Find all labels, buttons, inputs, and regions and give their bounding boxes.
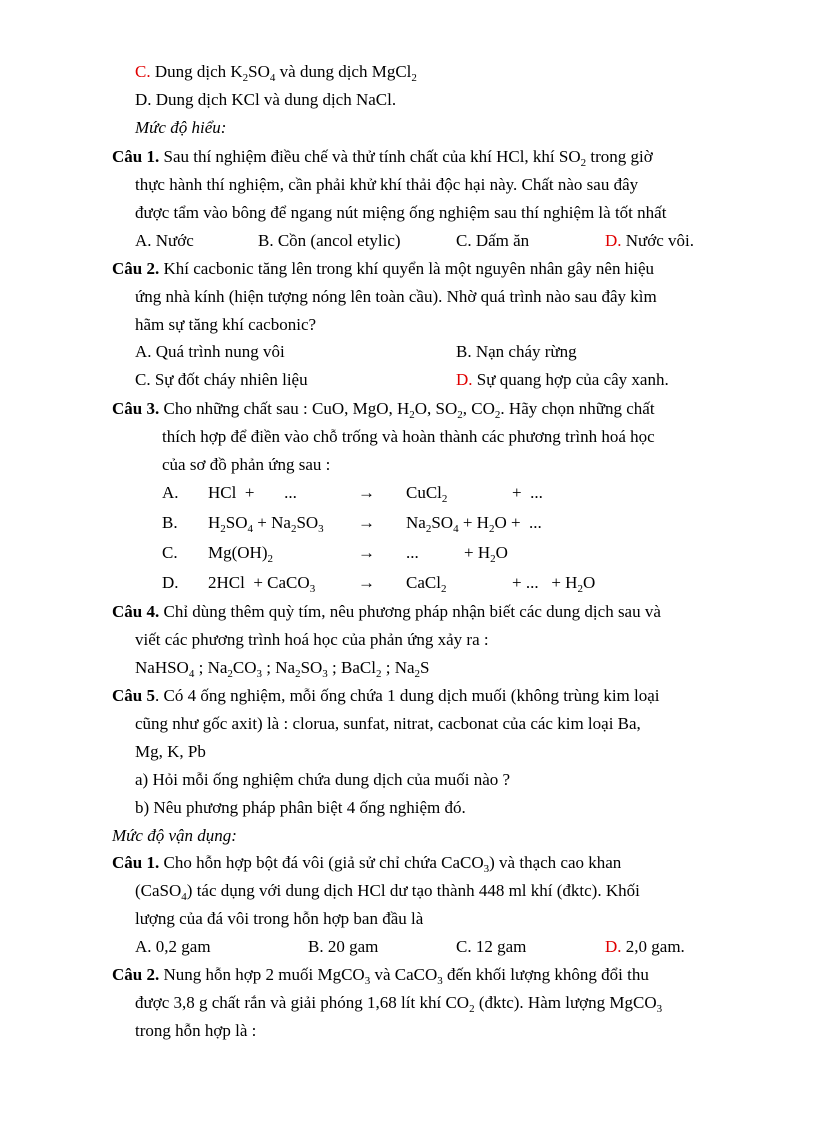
u5-line2: cũng như gốc axit) là : clorua, sunfat, nitrat, cacbonat của các kim loại Ba, xyxy=(135,714,641,733)
u5-part-b: b) Nêu phương pháp phân biệt 4 ống nghiệm đó. xyxy=(135,798,466,817)
eq-rhs: CuCl$_2$ xyxy=(406,483,448,505)
eq-lhs: 2HCl + CaCO$_3$ xyxy=(208,573,316,595)
u3-line1: Câu 3. Cho những chất sau : CuO, MgO, $H_2O$, $SO_2$, $CO_2$. Hãy chọn những chất xyxy=(112,399,655,421)
u1-option-a: A. Nước xyxy=(135,231,194,250)
v1-option-c: C. 12 gam xyxy=(456,937,527,956)
u1-line1: Câu 1. Sau thí nghiệm điều chế và thử tính chất của khí HCl, khí $SO_2$ trong giờ xyxy=(112,147,653,169)
u2-line3: hãm sự tăng khí cacbonic? xyxy=(135,315,317,334)
level-understand-heading: Mức độ hiểu: xyxy=(135,118,227,137)
u3-line3: của sơ đồ phản ứng sau : xyxy=(162,455,331,474)
option-c-line xyxy=(135,62,417,82)
v1-option-a: A. 0,2 gam xyxy=(135,937,211,956)
u2-line1: Câu 2. Khí cacbonic tăng lên trong khí quyển là một nguyên nhân gây nên hiệu xyxy=(112,259,654,278)
u3-label: Câu 3. xyxy=(112,399,160,418)
u2-line2: ứng nhà kính (hiện tượng nóng lên toàn cầu). Nhờ quá trình nào sau đây kìm xyxy=(135,287,657,306)
eq-rhs-extra: + ... + $H_2O$ xyxy=(512,573,596,595)
eq-arrow: → xyxy=(358,483,375,502)
eq-rhs: $Na_2SO_4 + H_2O$ + ... xyxy=(406,513,542,535)
u5-line1: Câu 5. Có 4 ống nghiệm, mỗi ống chứa 1 dung dịch muối (không trùng kim loại xyxy=(112,686,660,705)
eq-lhs: $H_2SO_4 + Na_2SO_3$ xyxy=(208,513,324,535)
u5-part-a: a) Hỏi mỗi ống nghiệm chứa dung dịch của muối nào ? xyxy=(135,770,511,789)
u1-option-d: D. Nước vôi. xyxy=(605,231,695,250)
v1-option-d: D. 2,0 gam. xyxy=(605,937,685,956)
u5-label: Câu 5 xyxy=(112,686,155,705)
eq-letter: A. xyxy=(162,483,179,502)
eq-letter: D. xyxy=(162,573,179,592)
eq-letter: C. xyxy=(162,543,178,562)
eq-rhs: CaCl$_2$ xyxy=(406,573,447,595)
eq-letter: B. xyxy=(162,513,178,532)
u4-line3: NaHSO$_4$ ; $Na_2CO_3$ ; $Na_2SO_3$ ; BaCl$_2$ ; $Na_2S$ xyxy=(135,658,430,680)
u2-label: Câu 2. xyxy=(112,259,160,278)
level-apply-heading: Mức độ vận dụng: xyxy=(112,826,237,845)
eq-arrow: → xyxy=(358,573,375,592)
option-c-text: Dung dịch $K_2SO_4$ và dung dịch MgCl$_2$ xyxy=(154,62,417,84)
eq-lhs: HCl + ... xyxy=(208,483,297,502)
eq-arrow: → xyxy=(358,513,375,532)
v1-line3: lượng của đá vôi trong hỗn hợp ban đầu là xyxy=(135,909,424,928)
u4-label: Câu 4. xyxy=(112,602,160,621)
eq-rhs: ... xyxy=(406,543,419,562)
u2-option-b: B. Nạn cháy rừng xyxy=(456,342,577,361)
u2-option-a: A. Quá trình nung vôi xyxy=(135,342,285,361)
u2-option-d: D. Sự quang hợp của cây xanh. xyxy=(456,370,669,389)
v1-option-b: B. 20 gam xyxy=(308,937,379,956)
eq-rhs-extra: + ... xyxy=(512,483,543,502)
u1-line3: được tẩm vào bông để ngang nút miệng ống nghiệm sau thí nghiệm là tốt nhất xyxy=(135,203,667,222)
u1-label: Câu 1. xyxy=(112,147,160,166)
u1-option-c: C. Dấm ăn xyxy=(456,231,530,250)
v1-label: Câu 1. xyxy=(112,853,160,872)
u5-line3: Mg, K, Pb xyxy=(135,742,206,761)
u3-line2: thích hợp để điền vào chỗ trống và hoàn thành các phương trình hoá học xyxy=(162,427,655,446)
u1-option-b: B. Cồn (ancol etylic) xyxy=(258,231,401,250)
u2-option-c: C. Sự đốt cháy nhiên liệu xyxy=(135,370,308,389)
v1-line1: Câu 1. Cho hỗn hợp bột đá vôi (giả sử chỉ chứa CaCO$_3$) và thạch cao khan xyxy=(112,853,622,875)
u4-line1: Câu 4. Chỉ dùng thêm quỳ tím, nêu phương pháp nhận biết các dung dịch sau và xyxy=(112,602,661,621)
u4-line2: viết các phương trình hoá học của phản ứng xảy ra : xyxy=(135,630,489,649)
v1-line2: (CaSO$_4$) tác dụng với dung dịch HCl dư tạo thành 448 ml khí (đktc). Khối xyxy=(135,881,640,903)
option-d-line: D. Dung dịch KCl và dung dịch NaCl. xyxy=(135,90,397,109)
v2-line3: trong hỗn hợp là : xyxy=(135,1021,257,1040)
eq-rhs-extra: + $H_2O$ xyxy=(464,543,508,565)
option-c-letter: C. xyxy=(135,62,151,81)
v2-line1: Câu 2. Nung hỗn hợp 2 muối MgCO$_3$ và CaCO$_3$ đến khối lượng không đổi thu xyxy=(112,965,649,987)
v2-label: Câu 2. xyxy=(112,965,160,984)
u1-line2: thực hành thí nghiệm, cần phải khử khí thải độc hại này. Chất nào sau đây xyxy=(135,175,639,194)
v2-line2: được 3,8 g chất rắn và giải phóng 1,68 lít khí $CO_2$ (đktc). Hàm lượng MgCO$_3$ xyxy=(135,993,663,1015)
eq-lhs: $Mg(OH)_2$ xyxy=(208,543,273,565)
eq-arrow: → xyxy=(358,543,375,562)
